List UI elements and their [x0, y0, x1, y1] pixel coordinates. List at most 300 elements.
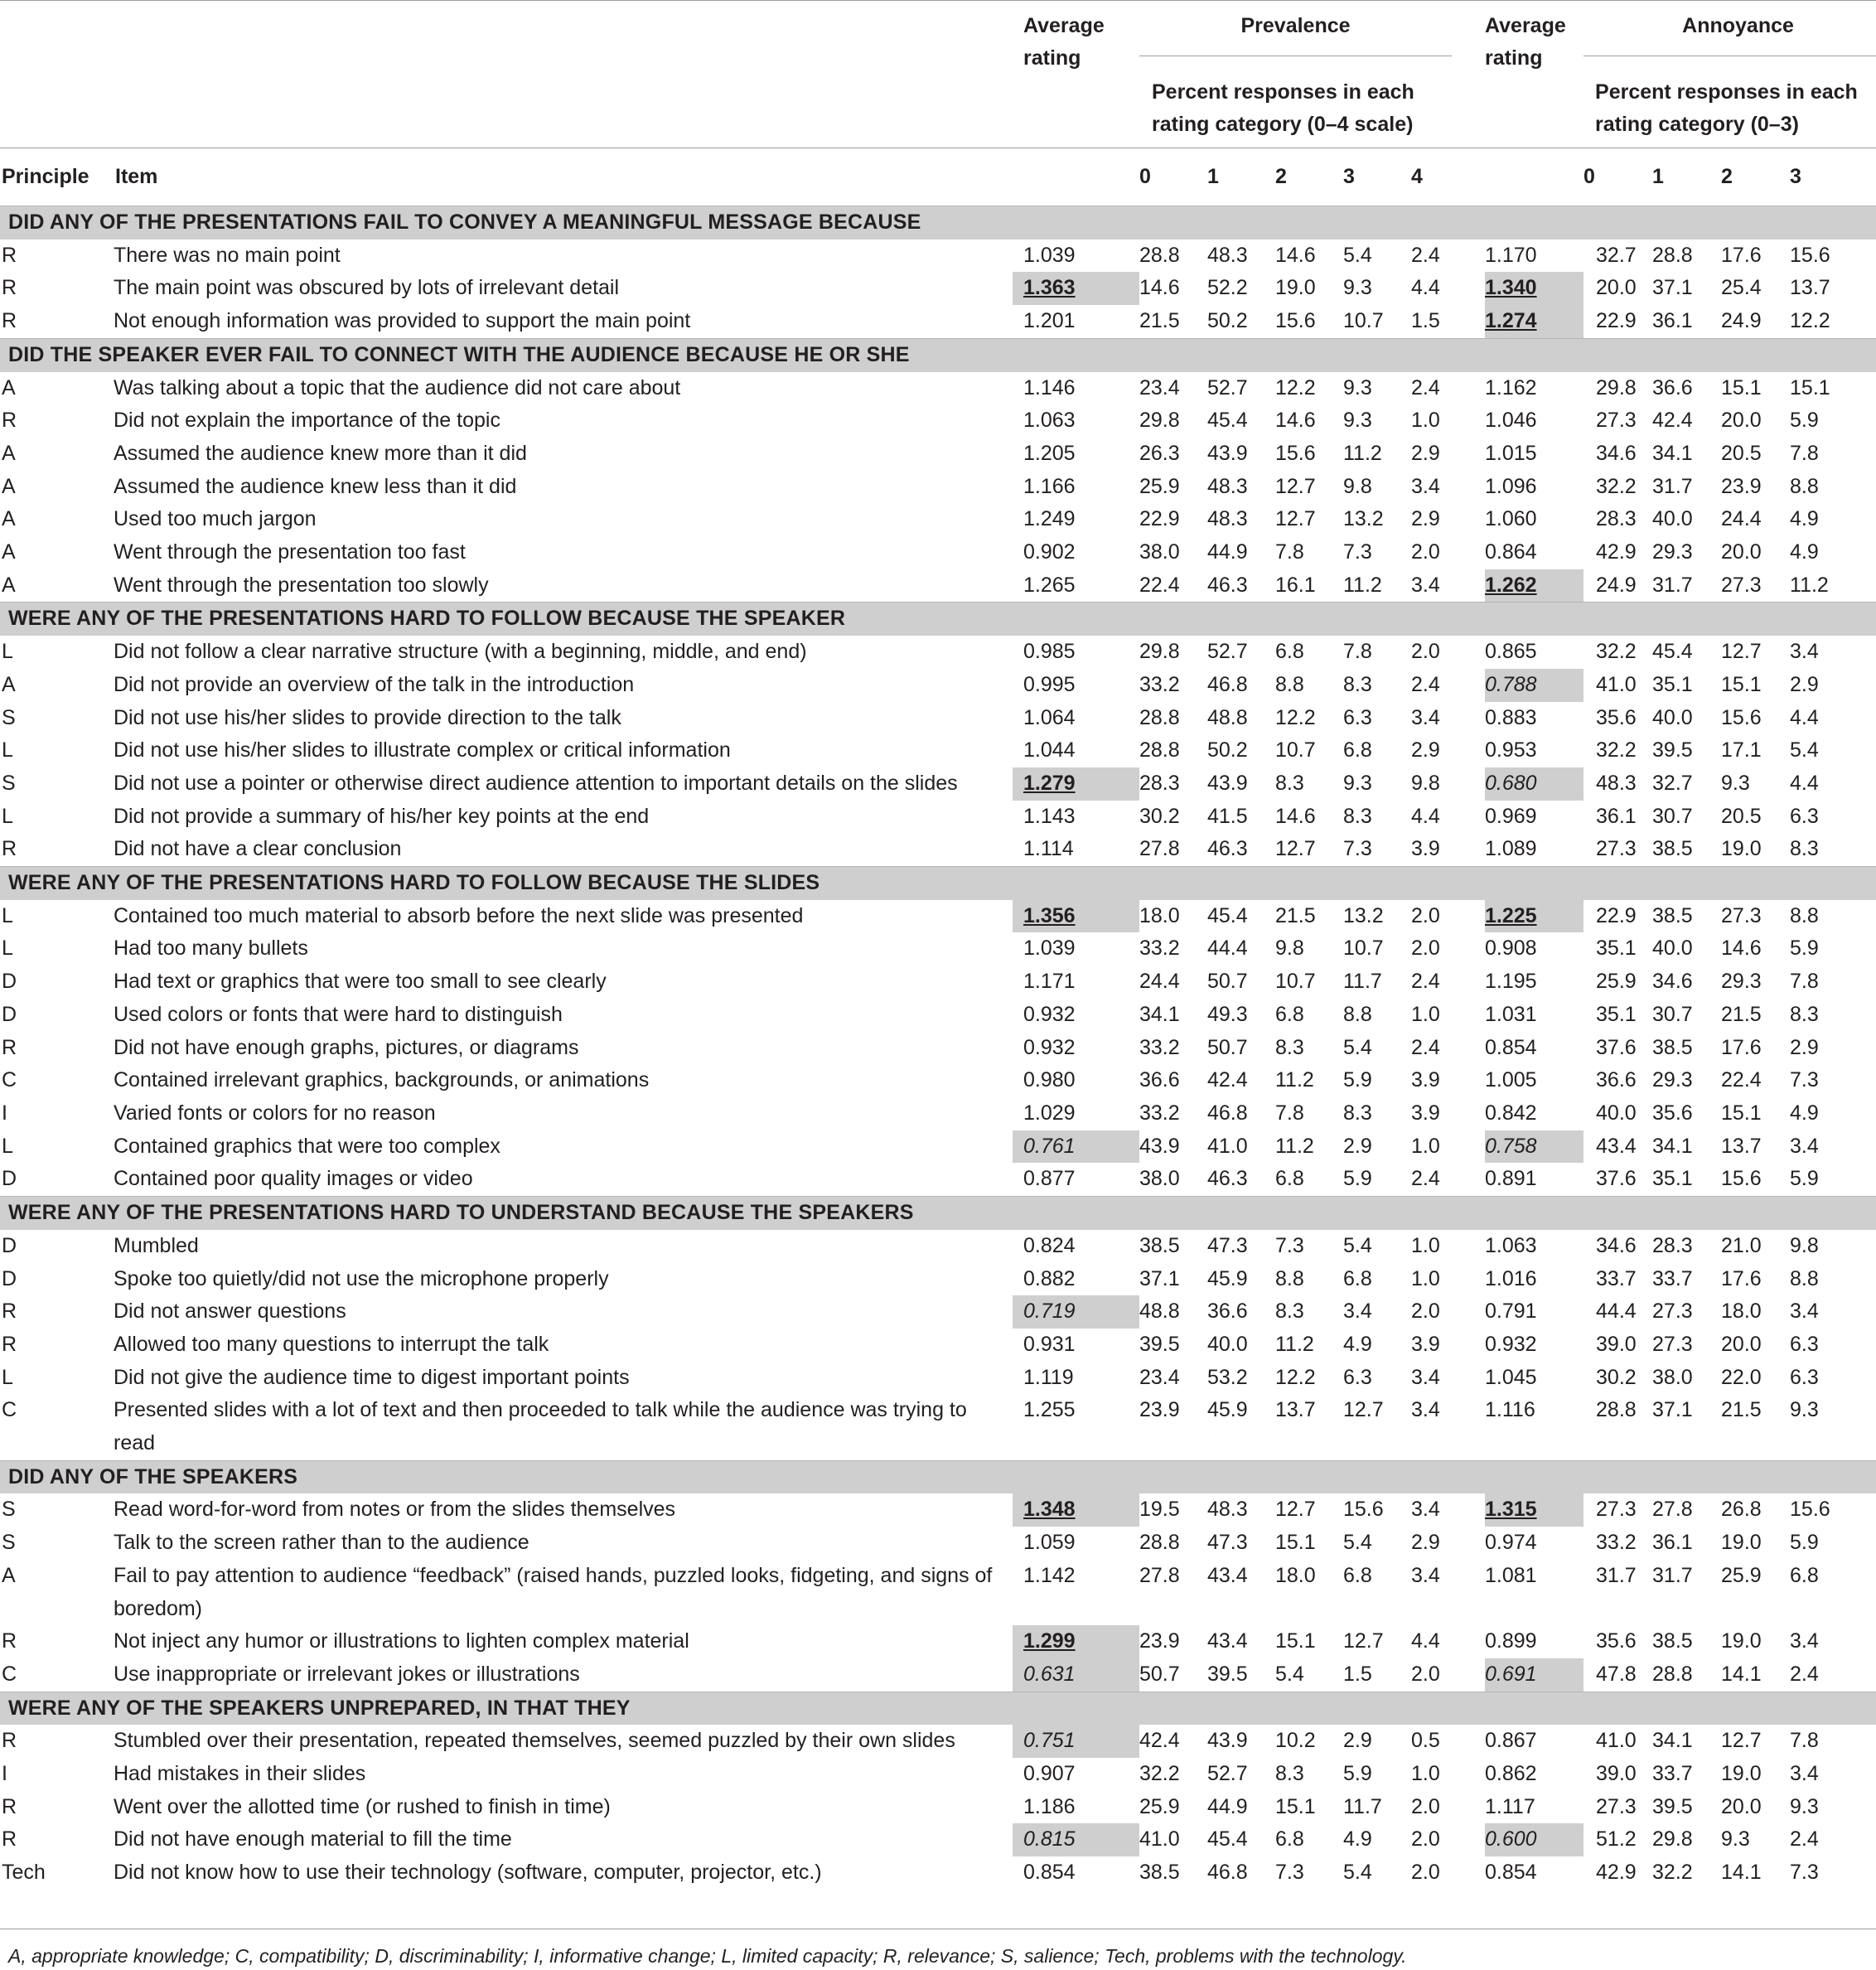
ann-col-1: 1 [1652, 165, 1664, 188]
annoyance-average-cell [1485, 767, 1583, 801]
prevalence-percent-cell: 43.9 [1139, 1134, 1180, 1158]
prevalence-percent-cell: 2.0 [1411, 540, 1440, 564]
annoyance-percent-cell: 22.4 [1721, 1068, 1762, 1092]
annoyance-average-cell [1485, 1791, 1583, 1824]
prevalence-percent-cell: 11.2 [1275, 1332, 1314, 1356]
principle-cell: A [2, 573, 16, 597]
table-row [0, 1527, 1876, 1560]
prevalence-percent-cell: 3.4 [1411, 1365, 1440, 1389]
prevalence-average-value: 0.719 [1023, 1300, 1076, 1324]
annoyance-percent-cell: 37.1 [1652, 276, 1693, 300]
annoyance-percent-cell: 40.0 [1652, 937, 1693, 961]
prevalence-percent-cell: 11.2 [1343, 573, 1382, 597]
prevalence-percent-cell: 36.6 [1207, 1300, 1248, 1324]
annoyance-average-value: 1.089 [1485, 837, 1537, 861]
prevalence-average-cell [1013, 372, 1139, 405]
prevalence-percent-cell: 10.2 [1275, 1729, 1316, 1753]
annoyance-percent-cell: 7.3 [1790, 1068, 1819, 1092]
item-cell: Did not use his/her slides to provide direction to the talk [114, 705, 621, 729]
prevalence-percent-cell: 7.3 [1275, 1233, 1304, 1257]
table-row [0, 1394, 1876, 1460]
prevalence-percent-cell: 47.3 [1207, 1233, 1248, 1257]
prevalence-percent-cell: 3.4 [1411, 1398, 1440, 1422]
annoyance-percent-cell: 34.6 [1652, 970, 1693, 994]
annoyance-percent-cell: 29.3 [1652, 540, 1693, 564]
principle-cell: S [2, 705, 16, 729]
prevalence-percent-cell: 7.3 [1275, 1861, 1304, 1885]
prevalence-percent-cell: 4.4 [1411, 804, 1440, 828]
prevalence-percent-cell: 50.2 [1207, 738, 1248, 762]
item-cell: Did not have a clear conclusion [114, 837, 402, 861]
annoyance-percent-cell: 14.6 [1721, 937, 1762, 961]
principle-cell: L [2, 937, 13, 961]
prevalence-average-value: 0.932 [1023, 1035, 1076, 1059]
prevalence-percent-cell: 1.0 [1411, 1002, 1440, 1026]
prevalence-percent-cell: 5.4 [1343, 243, 1372, 267]
table-row [0, 999, 1876, 1032]
ann-col-2: 2 [1721, 165, 1733, 188]
annoyance-average-value: 0.680 [1485, 771, 1537, 795]
prevalence-average-value: 1.299 [1023, 1629, 1076, 1653]
prevalence-average-cell [1013, 1493, 1139, 1527]
annoyance-average-value: 0.788 [1485, 672, 1537, 696]
principle-cell: R [2, 409, 17, 433]
annoyance-average-cell [1485, 734, 1583, 767]
prevalence-percent-cell: 22.9 [1139, 507, 1180, 531]
item-cell: Talk to the screen rather than to the audience [114, 1531, 529, 1555]
prevalence-percent-cell: 9.3 [1343, 771, 1372, 795]
annoyance-percent-cell: 31.7 [1652, 1563, 1693, 1587]
prevalence-percent-cell: 18.0 [1139, 903, 1180, 927]
principle-cell: R [2, 1332, 17, 1356]
annoyance-percent-cell: 21.0 [1721, 1233, 1762, 1257]
annoyance-percent-cell: 20.0 [1596, 276, 1637, 300]
annoyance-percent-cell: 38.5 [1652, 1035, 1693, 1059]
annoyance-average-value: 0.883 [1485, 705, 1537, 729]
prevalence-average-cell [1013, 1856, 1139, 1890]
principle-cell: D [2, 1002, 17, 1026]
prevalence-percent-cell: 9.3 [1343, 409, 1372, 433]
annoyance-percent-cell: 35.6 [1596, 705, 1637, 729]
item-cell: Had mistakes in their slides [114, 1762, 366, 1786]
annoyance-percent-cell: 44.4 [1596, 1300, 1637, 1324]
annoyance-average-cell [1485, 1097, 1583, 1130]
annoyance-header [1583, 0, 1876, 70]
annoyance-average-cell [1485, 372, 1583, 405]
item-cell: Not enough information was provided to support the main point [114, 309, 691, 333]
annoyance-percent-cell: 15.1 [1721, 375, 1762, 399]
annoyance-percent-cell: 31.7 [1652, 474, 1693, 498]
annoyance-percent-cell: 41.0 [1596, 672, 1637, 696]
annoyance-average-value: 1.116 [1485, 1398, 1535, 1422]
annoyance-average-value: 0.899 [1485, 1629, 1537, 1653]
prevalence-percent-cell: 8.3 [1275, 1300, 1304, 1324]
item-cell: Did not explain the importance of the topic [114, 409, 500, 433]
annoyance-percent-cell: 40.0 [1652, 507, 1693, 531]
prevalence-percent-cell: 15.1 [1275, 1531, 1316, 1555]
prevalence-percent-cell: 6.8 [1275, 640, 1304, 664]
ann-col-0: 0 [1583, 165, 1595, 188]
prevalence-percent-cell: 2.4 [1411, 970, 1440, 994]
prevalence-title: Prevalence [1139, 10, 1452, 56]
prevalence-percent-cell: 7.3 [1343, 540, 1372, 564]
table-row [0, 272, 1876, 305]
annoyance-average-cell [1485, 1032, 1583, 1065]
prevalence-header [1139, 0, 1485, 70]
prevalence-percent-cell: 3.9 [1411, 1068, 1440, 1092]
prevalence-percent-cell: 12.2 [1275, 1365, 1316, 1389]
annoyance-average-value: 0.600 [1485, 1827, 1537, 1851]
annoyance-percent-cell: 32.7 [1652, 771, 1693, 795]
table-row [0, 767, 1876, 801]
principle-cell: R [2, 276, 17, 300]
annoyance-percent-cell: 4.9 [1790, 540, 1819, 564]
annoyance-percent-cell: 31.7 [1652, 573, 1693, 597]
item-cell: Had too many bullets [114, 937, 308, 961]
annoyance-percent-cell: 21.5 [1721, 1002, 1762, 1026]
annoyance-percent-cell: 37.6 [1596, 1167, 1637, 1191]
prevalence-average-value: 1.279 [1023, 771, 1076, 795]
prevalence-percent-cell: 15.1 [1275, 1629, 1316, 1653]
annoyance-percent-cell: 39.0 [1596, 1762, 1637, 1786]
prevalence-percent-cell: 25.9 [1139, 1794, 1180, 1818]
prevalence-percent-cell: 2.0 [1411, 903, 1440, 927]
prevalence-average-value: 0.877 [1023, 1167, 1076, 1191]
prevalence-average-cell [1013, 305, 1139, 338]
annoyance-percent-cell: 9.3 [1790, 1794, 1819, 1818]
annoyance-percent-cell: 33.2 [1596, 1531, 1637, 1555]
section-header-row [0, 867, 1876, 900]
annoyance-average-rating-header: Average rating [1485, 14, 1566, 70]
prevalence-percent-cell: 43.9 [1207, 771, 1248, 795]
prevalence-percent-cell: 19.0 [1275, 276, 1316, 300]
prevalence-percent-cell: 32.2 [1139, 1762, 1180, 1786]
annoyance-percent-cell: 27.3 [1721, 573, 1762, 597]
principle-cell: D [2, 970, 17, 994]
prevalence-percent-cell: 24.4 [1139, 970, 1180, 994]
prevalence-percent-cell: 15.1 [1275, 1794, 1316, 1818]
table-row [0, 240, 1876, 273]
prevalence-percent-cell: 14.6 [1275, 243, 1316, 267]
prevalence-percent-cell: 48.3 [1207, 507, 1248, 531]
prevalence-percent-cell: 44.9 [1207, 540, 1248, 564]
prevalence-percent-cell: 43.4 [1207, 1563, 1248, 1587]
annoyance-average-value: 1.016 [1485, 1266, 1537, 1290]
annoyance-subheader: Percent responses in each rating category (0–3) [1595, 80, 1858, 136]
prevalence-percent-cell: 13.2 [1343, 903, 1384, 927]
annoyance-average-value: 0.969 [1485, 804, 1537, 828]
annoyance-percent-cell: 19.0 [1721, 1531, 1762, 1555]
header-row-3 [0, 148, 1876, 206]
prevalence-average-value: 1.348 [1023, 1498, 1076, 1522]
prevalence-percent-cell: 52.7 [1207, 1762, 1248, 1786]
prevalence-percent-cell: 3.4 [1411, 474, 1440, 498]
prevalence-percent-cell: 48.3 [1207, 474, 1248, 498]
prevalence-percent-cell: 2.0 [1411, 1861, 1440, 1885]
table-row [0, 1560, 1876, 1625]
prevalence-percent-cell: 11.2 [1275, 1068, 1314, 1092]
prevalence-percent-cell: 46.8 [1207, 672, 1248, 696]
principle-cell: R [2, 309, 17, 333]
annoyance-percent-cell: 5.4 [1790, 738, 1819, 762]
prevalence-average-cell [1013, 999, 1139, 1032]
section-header-row [0, 206, 1876, 240]
annoyance-percent-cell: 45.4 [1652, 640, 1693, 664]
prevalence-average-cell [1013, 932, 1139, 966]
prevalence-percent-cell: 33.2 [1139, 937, 1180, 961]
annoyance-average-cell [1485, 1394, 1583, 1460]
annoyance-average-cell [1485, 404, 1583, 438]
table-row [0, 734, 1876, 767]
section-title: DID THE SPEAKER EVER FAIL TO CONNECT WITH THE AUDIENCE BECAUSE HE OR SHE [0, 338, 1876, 371]
prevalence-percent-cell: 2.0 [1411, 937, 1440, 961]
prevalence-percent-cell: 33.2 [1139, 1035, 1180, 1059]
principle-cell: I [2, 1762, 7, 1786]
item-cell: Used colors or fonts that were hard to distinguish [114, 1002, 563, 1026]
table-row [0, 702, 1876, 735]
annoyance-percent-cell: 15.1 [1721, 672, 1762, 696]
annoyance-percent-cell: 24.9 [1596, 573, 1637, 597]
prevalence-percent-cell: 3.4 [1411, 1563, 1440, 1587]
annoyance-percent-cell: 38.5 [1652, 1629, 1693, 1653]
annoyance-percent-cell: 34.1 [1652, 1729, 1693, 1753]
annoyance-average-value: 1.162 [1485, 375, 1537, 399]
item-cell: Had text or graphics that were too small to see clearly [114, 970, 607, 994]
annoyance-average-value: 0.864 [1485, 540, 1537, 564]
principle-cell: R [2, 243, 17, 267]
annoyance-percent-cell: 38.5 [1652, 903, 1693, 927]
table-row [0, 1625, 1876, 1658]
prevalence-percent-cell: 29.8 [1139, 640, 1180, 664]
annoyance-percent-cell: 12.2 [1790, 309, 1830, 333]
annoyance-percent-cell: 36.6 [1596, 1068, 1637, 1092]
annoyance-percent-cell: 5.9 [1790, 409, 1819, 433]
prevalence-average-value: 0.980 [1023, 1068, 1076, 1092]
annoyance-percent-cell: 17.6 [1721, 243, 1762, 267]
prevalence-average-cell [1013, 767, 1139, 801]
annoyance-average-cell [1485, 1163, 1583, 1196]
prevalence-percent-cell: 10.7 [1343, 309, 1384, 333]
prevalence-percent-cell: 43.9 [1207, 1729, 1248, 1753]
annoyance-percent-cell: 3.4 [1790, 1629, 1819, 1653]
prevalence-percent-cell: 48.8 [1207, 705, 1248, 729]
prevalence-average-cell [1013, 1329, 1139, 1362]
table-row [0, 833, 1876, 866]
prevalence-average-value: 1.356 [1023, 903, 1076, 927]
annoyance-average-cell [1485, 1064, 1583, 1097]
annoyance-percent-cell: 14.1 [1721, 1861, 1762, 1885]
prevalence-percent-cell: 52.7 [1207, 375, 1248, 399]
annoyance-percent-cell: 38.5 [1652, 837, 1693, 861]
annoyance-percent-cell: 29.3 [1721, 970, 1762, 994]
table-row [0, 503, 1876, 536]
annoyance-percent-cell: 4.4 [1790, 771, 1819, 795]
prevalence-average-cell [1013, 1163, 1139, 1196]
annoyance-percent-cell: 5.9 [1790, 1167, 1819, 1191]
annoyance-percent-cell: 35.1 [1596, 1002, 1637, 1026]
annoyance-percent-cell: 36.1 [1652, 309, 1693, 333]
annoyance-percent-cell: 35.1 [1596, 937, 1637, 961]
table-row [0, 1329, 1876, 1362]
annoyance-percent-cell: 27.3 [1721, 903, 1762, 927]
annoyance-percent-cell: 21.5 [1721, 1398, 1762, 1422]
prevalence-percent-cell: 45.4 [1207, 1827, 1248, 1851]
annoyance-average-value: 0.865 [1485, 640, 1537, 664]
annoyance-percent-cell: 27.3 [1596, 837, 1637, 861]
prevalence-percent-cell: 8.3 [1343, 672, 1372, 696]
annoyance-percent-cell: 29.8 [1652, 1827, 1693, 1851]
item-cell: Did not provide an overview of the talk in the introduction [114, 672, 635, 696]
item-column-header: Item [115, 165, 158, 188]
principle-cell: A [2, 1563, 16, 1587]
prev-col-1: 1 [1207, 165, 1219, 188]
prevalence-average-cell [1013, 1658, 1139, 1692]
prevalence-percent-cell: 10.7 [1275, 738, 1316, 762]
prevalence-percent-cell: 47.3 [1207, 1531, 1248, 1555]
prevalence-percent-cell: 13.7 [1275, 1398, 1316, 1422]
principle-cell: R [2, 1629, 17, 1653]
principle-cell: D [2, 1167, 17, 1191]
table-row [0, 966, 1876, 999]
principle-cell: L [2, 903, 13, 927]
prevalence-percent-cell: 8.3 [1275, 771, 1304, 795]
prevalence-percent-cell: 41.0 [1207, 1134, 1248, 1158]
item-cell: Did not follow a clear narrative structure (with a beginning, middle, and end) [114, 640, 807, 664]
item-cell: Stumbled over their presentation, repeated themselves, seemed puzzled by their own slides [114, 1729, 955, 1753]
prevalence-average-value: 1.039 [1023, 937, 1076, 961]
annoyance-title: Annoyance [1583, 10, 1876, 56]
prevalence-percent-cell: 2.0 [1411, 640, 1440, 664]
prevalence-percent-cell: 19.5 [1139, 1498, 1180, 1522]
annoyance-percent-cell: 6.3 [1790, 804, 1819, 828]
annoyance-percent-cell: 9.3 [1721, 1827, 1750, 1851]
prevalence-percent-cell: 11.2 [1343, 441, 1382, 465]
annoyance-average-cell [1485, 1560, 1583, 1625]
annoyance-percent-cell: 2.9 [1790, 672, 1819, 696]
table-row [0, 1263, 1876, 1296]
prevalence-average-cell [1013, 1097, 1139, 1130]
annoyance-percent-cell: 36.6 [1652, 375, 1693, 399]
item-cell: There was no main point [114, 243, 341, 267]
prevalence-percent-cell: 1.0 [1411, 409, 1440, 433]
prevalence-average-cell [1013, 1394, 1139, 1460]
prevalence-average-cell [1013, 900, 1139, 933]
prev-col-0: 0 [1139, 165, 1151, 188]
annoyance-average-value: 0.854 [1485, 1861, 1537, 1885]
prevalence-percent-cell: 23.4 [1139, 375, 1180, 399]
annoyance-percent-cell: 33.7 [1652, 1266, 1693, 1290]
annoyance-average-value: 1.096 [1485, 474, 1537, 498]
prevalence-percent-cell: 6.3 [1343, 1365, 1372, 1389]
prevalence-percent-cell: 43.9 [1207, 441, 1248, 465]
table-row [0, 1163, 1876, 1196]
principle-cell: L [2, 804, 13, 828]
prevalence-percent-cell: 7.8 [1343, 640, 1372, 664]
annoyance-percent-cell: 34.6 [1596, 1233, 1637, 1257]
prevalence-percent-cell: 11.7 [1343, 1794, 1382, 1818]
annoyance-percent-cell: 20.5 [1721, 804, 1762, 828]
prevalence-average-cell [1013, 1791, 1139, 1824]
annoyance-average-cell [1485, 1725, 1583, 1758]
table-row [0, 1032, 1876, 1065]
annoyance-average-value: 0.854 [1485, 1035, 1537, 1059]
section-header-row [0, 1460, 1876, 1493]
annoyance-percent-cell: 3.4 [1790, 1134, 1819, 1158]
annoyance-percent-cell: 36.1 [1652, 1531, 1693, 1555]
prevalence-percent-cell: 7.3 [1343, 837, 1372, 861]
prevalence-percent-cell: 6.8 [1275, 1167, 1304, 1191]
principle-cell: D [2, 1266, 17, 1290]
annoyance-average-cell [1485, 1329, 1583, 1362]
annoyance-percent-cell: 51.2 [1596, 1827, 1637, 1851]
annoyance-percent-cell: 30.7 [1652, 1002, 1693, 1026]
principle-cell: L [2, 738, 13, 762]
prevalence-average-cell [1013, 438, 1139, 471]
annoyance-percent-cell: 11.2 [1790, 573, 1829, 597]
table-row [0, 1295, 1876, 1329]
prevalence-percent-cell: 6.3 [1343, 705, 1372, 729]
annoyance-average-cell [1485, 1823, 1583, 1856]
annoyance-percent-cell: 17.6 [1721, 1266, 1762, 1290]
annoyance-percent-cell: 15.6 [1790, 243, 1830, 267]
annoyance-average-value: 0.908 [1485, 937, 1537, 961]
principle-cell: C [2, 1398, 17, 1422]
prevalence-percent-cell: 46.8 [1207, 1861, 1248, 1885]
annoyance-percent-cell: 38.0 [1652, 1365, 1693, 1389]
principle-cell: I [2, 1101, 7, 1125]
prevalence-percent-cell: 3.9 [1411, 1101, 1440, 1125]
prevalence-percent-cell: 2.9 [1411, 1531, 1440, 1555]
prevalence-percent-cell: 48.3 [1207, 243, 1248, 267]
item-cell: Read word-for-word from notes or from the slides themselves [114, 1498, 676, 1522]
prevalence-percent-cell: 11.7 [1343, 970, 1382, 994]
prevalence-percent-cell: 23.4 [1139, 1365, 1180, 1389]
annoyance-average-value: 1.225 [1485, 903, 1537, 927]
prevalence-average-value: 1.063 [1023, 409, 1076, 433]
prevalence-percent-cell: 15.6 [1275, 441, 1316, 465]
prevalence-percent-cell: 1.0 [1411, 1134, 1440, 1158]
annoyance-average-value: 1.117 [1485, 1794, 1535, 1818]
prevalence-average-cell [1013, 1725, 1139, 1758]
annoyance-average-value: 1.195 [1485, 970, 1537, 994]
annoyance-percent-cell: 20.0 [1721, 409, 1762, 433]
prevalence-percent-cell: 41.5 [1207, 804, 1248, 828]
annoyance-average-value: 1.046 [1485, 409, 1537, 433]
annoyance-percent-cell: 3.4 [1790, 1762, 1819, 1786]
annoyance-percent-cell: 28.8 [1652, 1662, 1693, 1686]
prevalence-percent-cell: 5.4 [1343, 1233, 1372, 1257]
prevalence-percent-cell: 12.7 [1275, 507, 1316, 531]
prevalence-average-cell [1013, 536, 1139, 569]
prevalence-average-cell [1013, 669, 1139, 702]
prevalence-percent-cell: 30.2 [1139, 804, 1180, 828]
item-cell: Allowed too many questions to interrupt the talk [114, 1332, 549, 1356]
prevalence-percent-cell: 23.9 [1139, 1398, 1180, 1422]
prevalence-average-cell [1013, 240, 1139, 273]
annoyance-average-cell [1485, 569, 1583, 603]
prevalence-percent-cell: 5.4 [1275, 1662, 1304, 1686]
annoyance-average-value: 1.170 [1485, 243, 1537, 267]
annoyance-percent-cell: 7.8 [1790, 441, 1819, 465]
prevalence-percent-cell: 22.4 [1139, 573, 1180, 597]
prevalence-average-value: 1.205 [1023, 441, 1076, 465]
prevalence-percent-cell: 39.5 [1207, 1662, 1248, 1686]
principle-cell: A [2, 507, 16, 531]
annoyance-percent-cell: 22.0 [1721, 1365, 1762, 1389]
table-row [0, 1758, 1876, 1791]
prevalence-average-value: 1.255 [1023, 1398, 1076, 1422]
table-row [0, 932, 1876, 966]
